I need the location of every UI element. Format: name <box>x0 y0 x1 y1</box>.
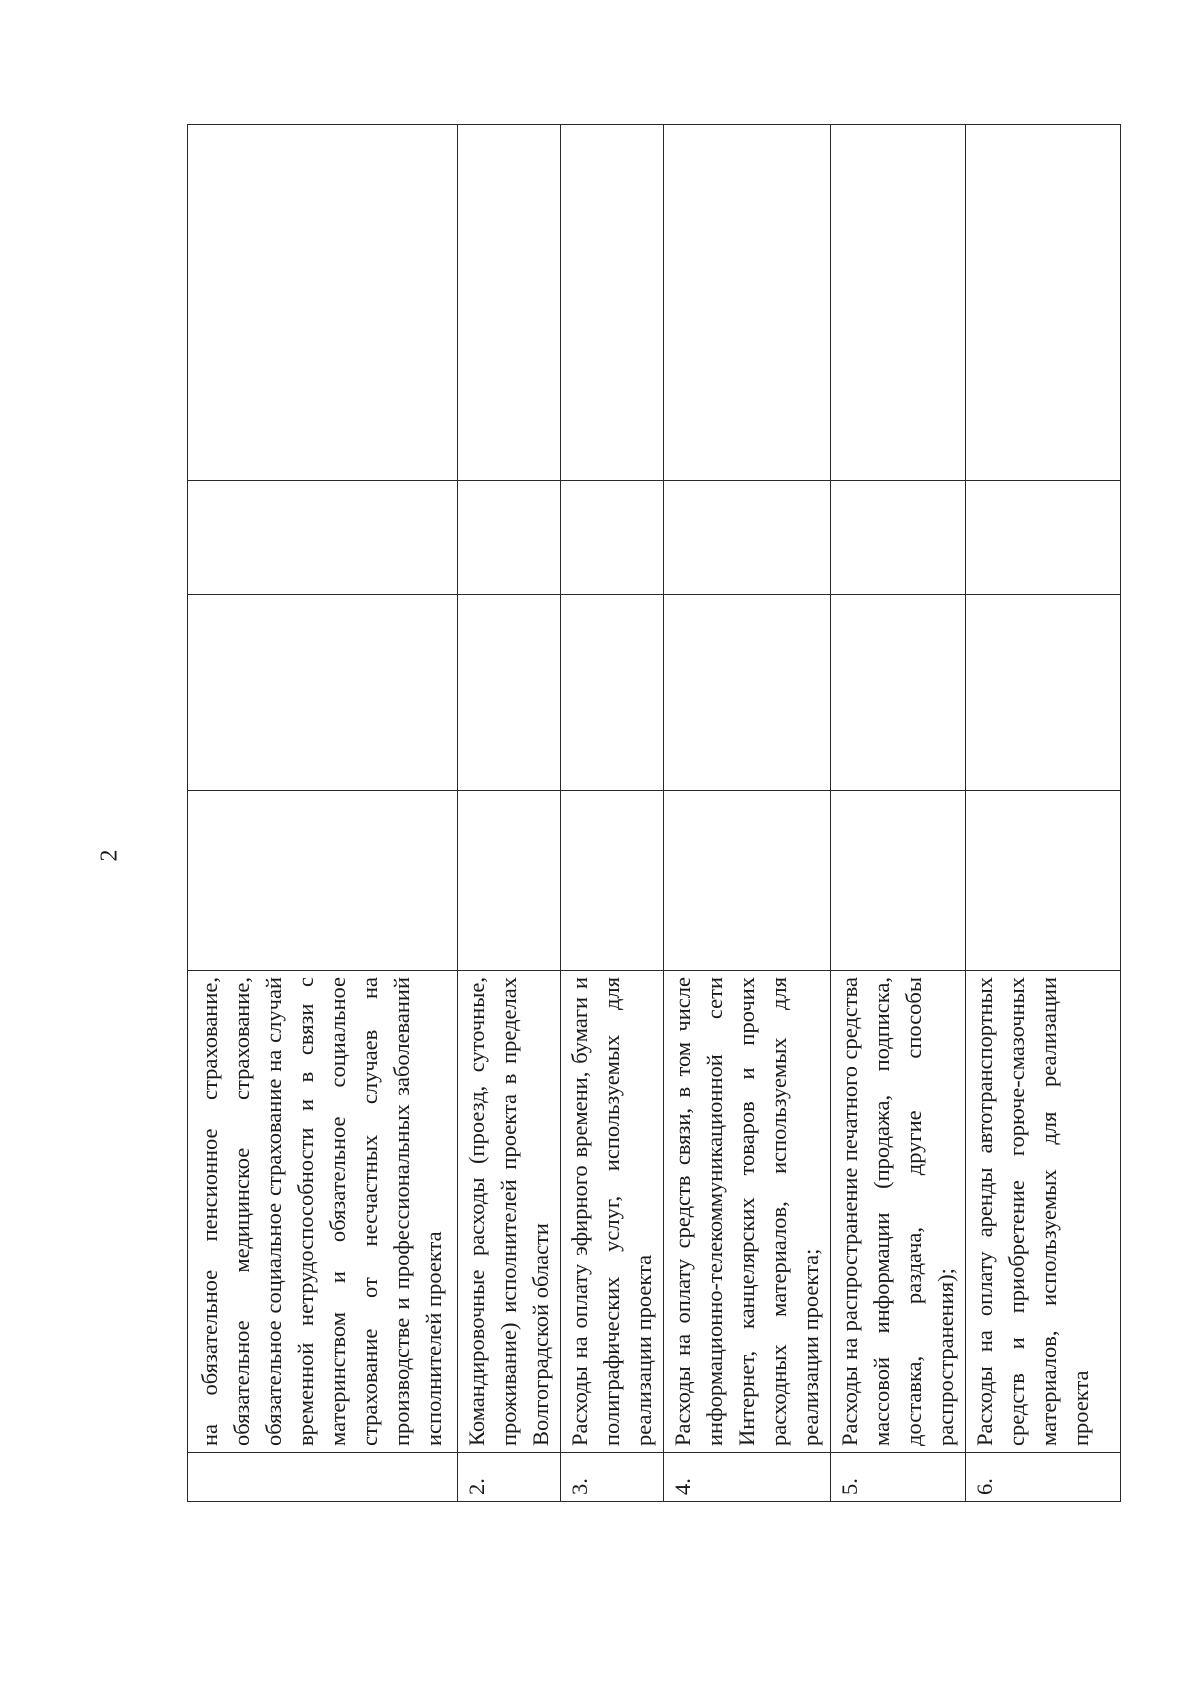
budget-table-sheet <box>187 125 1105 1502</box>
row-description: на обязательное пенсионное страхование, обязательное медицинское страхование, обязательное социальное страхование на случай временной нетрудоспособности и в связи с материнством и обязательное социальное страхование от несчастных случаев на производстве и профессиональных заболеваний исполнителей проекта <box>188 971 458 1453</box>
empty-cell <box>188 125 458 481</box>
table-row <box>188 125 458 1502</box>
empty-cell <box>831 481 966 595</box>
empty-cell <box>831 791 966 971</box>
table-row <box>561 125 664 1502</box>
empty-cell <box>188 595 458 791</box>
empty-cell <box>561 481 664 595</box>
empty-cell <box>966 481 1121 595</box>
row-number <box>188 1453 458 1502</box>
empty-cell <box>664 125 831 481</box>
row-number: 5. <box>831 1453 966 1502</box>
empty-cell <box>188 481 458 595</box>
row-description: Расходы на оплату эфирного времени, бумаги и полиграфических услуг, используемых для реализации проекта <box>561 971 664 1453</box>
row-number: 2. <box>458 1453 561 1502</box>
budget-table <box>187 124 1121 1502</box>
empty-cell <box>966 125 1121 481</box>
empty-cell <box>664 595 831 791</box>
empty-cell <box>188 791 458 971</box>
empty-cell <box>966 595 1121 791</box>
table-row <box>664 125 831 1502</box>
empty-cell <box>664 791 831 971</box>
row-description: Расходы на распространение печатного средства массовой информации (продажа, подписка, доставка, раздача, другие способы распространения); <box>831 971 966 1453</box>
table-row <box>458 125 561 1502</box>
page-number: 2 <box>96 849 123 862</box>
empty-cell <box>831 125 966 481</box>
empty-cell <box>966 791 1121 971</box>
row-description: Расходы на оплату аренды автотранспортных средств и приобретение горюче-смазочных материалов, используемых для реализации проекта <box>966 971 1121 1453</box>
empty-cell <box>561 595 664 791</box>
table-row <box>831 125 966 1502</box>
row-number: 3. <box>561 1453 664 1502</box>
row-number: 6. <box>966 1453 1121 1502</box>
empty-cell <box>458 125 561 481</box>
empty-cell <box>458 595 561 791</box>
empty-cell <box>561 125 664 481</box>
empty-cell <box>458 481 561 595</box>
row-number: 4. <box>664 1453 831 1502</box>
table-row <box>966 125 1121 1502</box>
empty-cell <box>664 481 831 595</box>
empty-cell <box>831 595 966 791</box>
empty-cell <box>561 791 664 971</box>
empty-cell <box>458 791 561 971</box>
row-description: Командировочные расходы (проезд, суточные, проживание) исполнителей проекта в пределах Волгоградской области <box>458 971 561 1453</box>
row-description: Расходы на оплату средств связи, в том числе информационно-телекоммуникационной сети Интернет, канцелярских товаров и прочих расходных материалов, используемых для реализации проекта; <box>664 971 831 1453</box>
